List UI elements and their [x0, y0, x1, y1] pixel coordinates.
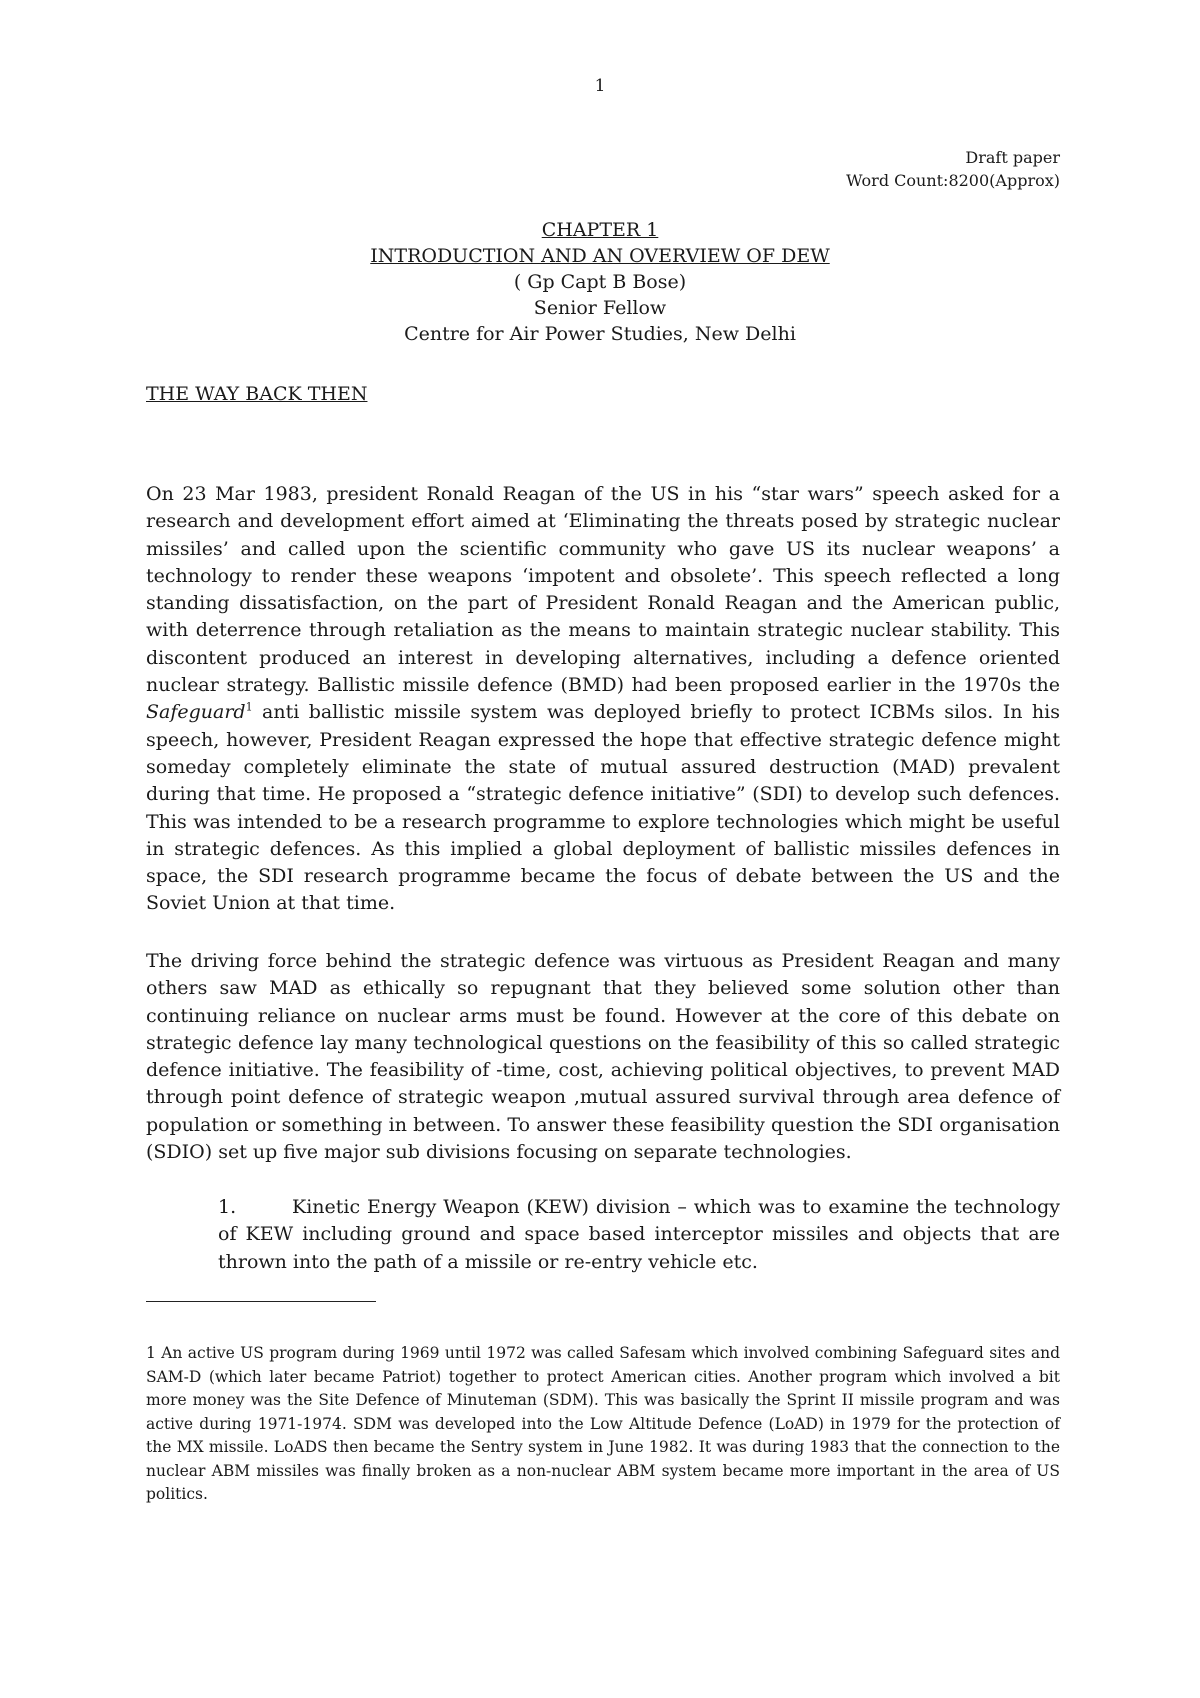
chapter-title: INTRODUCTION AND AN OVERVIEW OF DEW — [370, 245, 830, 267]
section-heading: THE WAY BACK THEN — [146, 383, 368, 405]
author: ( Gp Capt B Bose) — [513, 271, 687, 293]
author-affiliation: Centre for Air Power Studies, New Delhi — [404, 323, 796, 345]
paragraph-1-text-a: On 23 Mar 1983, president Ronald Reagan of the US in his “star wars” speech asked for a research and development effort aimed at ‘Eliminating the threats posed by strategic nuclear missiles’ and called upon the scientific community who gave US its nuclear weapons’ a technology to render these weapons ‘impotent and obsolete’. This speech reflected a long standing dissatisfaction, on the part of President Ronald Reagan and the American public, with deterrence through retaliation as the means to maintain strategic nuclear stability. This discontent produced an interest in developing alternatives, including a defence oriented nuclear strategy. Ballistic missile defence (BMD) had been proposed earlier in the 1970s the — [146, 483, 1060, 697]
list-item-number: 1. — [218, 1196, 237, 1218]
safeguard-term: Safeguard — [146, 701, 246, 724]
title-block — [0, 217, 1200, 347]
page-number: 1 — [594, 76, 606, 96]
chapter-number: CHAPTER 1 — [541, 219, 659, 241]
word-count: Word Count:8200(Approx) — [846, 171, 1060, 190]
draft-label: Draft paper — [965, 148, 1060, 167]
paragraph-1-text-b: anti ballistic missile system was deployed briefly to protect ICBMs silos. In his speech, however, President Reagan expressed the hope that effective strategic defence might someday completely eliminate the state of mutual assured destruction (MAD) prevalent during that time. He proposed a “strategic defence initiative” (SDI) to develop such defences. This was intended to be a research programme to explore technologies which might be useful in strategic defences. As this implied a global deployment of ballistic missiles defences in space, the SDI research programme became the focus of debate between the US and the Soviet Union at that time. — [146, 701, 1060, 915]
footnote-ref-1[interactable]: 1 — [245, 701, 253, 715]
draft-note — [846, 146, 1060, 192]
footnote-1: 1 An active US program during 1969 until 1972 was called Safesam which involved combining Safeguard sites and SAM-D (which later became Patriot) together to protect American cities. Another program which involved a bit more money was the Site Defence of Minuteman (SDM). This was basically the Sprint II missile program and was active during 1971-1974. SDM was developed into the Low Altitude Defence (LoAD) in 1979 for the protection of the MX missile. LoADS then became the Sentry system in June 1982. It was during 1983 that the connection to the nuclear ABM missiles was finally broken as a non-nuclear ABM system became more important in the area of US politics. — [146, 1344, 1060, 1503]
author-role: Senior Fellow — [533, 297, 667, 319]
footnote-divider — [146, 1301, 376, 1302]
list-item — [218, 1194, 1060, 1276]
paragraph-2: The driving force behind the strategic defence was virtuous as President Reagan and many others saw MAD as ethically so repugnant that they believed some solution other than continuing reliance on nuclear arms must be found. However at the core of this debate on strategic defence lay many technological questions on the feasibility of this so called strategic defence initiative. The feasibility of -time, cost, achieving political objectives, to prevent MAD through point defence of strategic weapon ,mutual assured survival through area defence of population or something in between. To answer these feasibility question the SDI organisation (SDIO) set up five major sub divisions focusing on separate technologies. — [146, 950, 1060, 1164]
paragraph-1 — [146, 481, 1060, 918]
list-item-text: Kinetic Energy Weapon (KEW) division – which was to examine the technology of KEW including ground and space based interceptor missiles and objects that are thrown into the path of a missile or re-entry vehicle etc. — [218, 1196, 1060, 1273]
